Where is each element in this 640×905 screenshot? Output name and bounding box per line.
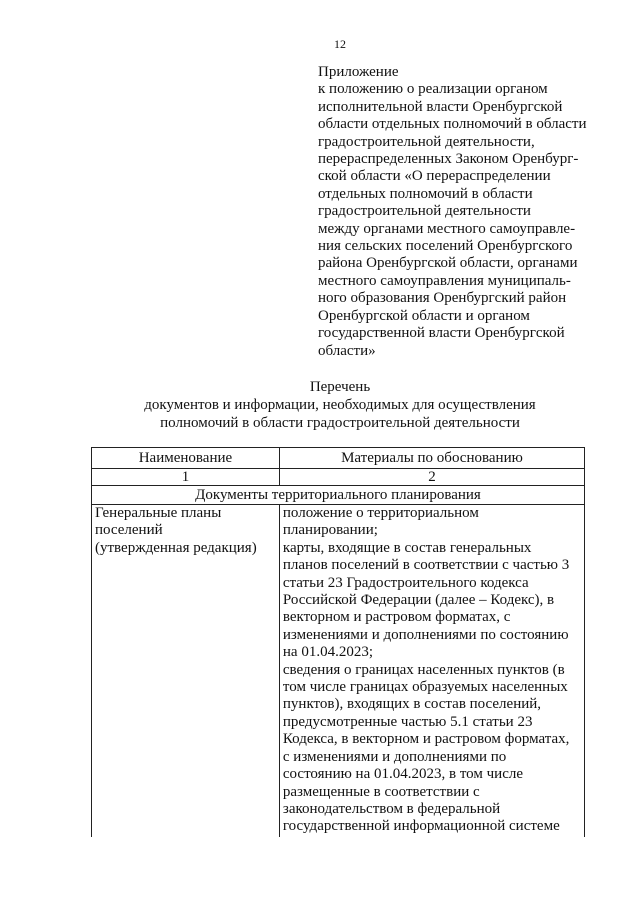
appendix-line: Приложение: [318, 64, 399, 80]
page-number: 12: [334, 37, 346, 51]
documents-table: [91, 447, 585, 837]
materials-line: том числе границах образуемых населенных: [282, 679, 568, 696]
materials-line: сведения о границах населенных пунктов (в: [282, 661, 565, 678]
materials-line: планов поселений в соответствии с частью 3: [282, 557, 570, 574]
materials-line: статьи 23 Градостроительного кодекса: [282, 574, 529, 591]
materials-line: размещенные в соответствии с: [282, 783, 480, 800]
appendix-line: исполнительной власти Оренбургской: [318, 98, 563, 115]
materials-line: предусмотренные частью 5.1 статьи 23: [282, 713, 533, 730]
materials-line: пунктов), входящих в состав поселений,: [282, 696, 542, 713]
materials-line: состоянию на 01.04.2023, в том числе: [282, 766, 524, 783]
appendix-line: перераспределенных Законом Оренбург-: [318, 151, 579, 168]
materials-line: на 01.04.2023;: [282, 644, 373, 661]
appendix-line: градостроительной деятельности,: [318, 133, 535, 150]
materials-line: Российской Федерации (далее – Кодекс), в: [282, 592, 555, 609]
appendix-line: отдельных полномочий в области: [318, 185, 533, 202]
section-title: Документы территориального планирования: [92, 486, 585, 505]
appendix-note: [318, 64, 608, 360]
appendix-line: ного образования Оренбургский район: [318, 290, 567, 307]
appendix-line: градостроительной деятельности: [318, 203, 531, 220]
name-line: поселений: [95, 522, 163, 539]
column-number: 1: [92, 469, 280, 486]
appendix-line: ской области «О перераспределении: [318, 168, 551, 185]
heading-subtitle-line: документов и информации, необходимых для осуществления: [144, 397, 536, 413]
appendix-line: между органами местного самоуправле-: [318, 220, 576, 237]
name-line: Генеральные планы: [95, 505, 222, 521]
section-row: [92, 486, 585, 505]
name-cell: [92, 505, 280, 837]
table-header-row: [92, 448, 585, 469]
table-row: [92, 505, 585, 837]
materials-line: планировании;: [282, 522, 378, 539]
name-line: (утвержденная редакция): [95, 539, 257, 556]
column-header-materials: Материалы по обоснованию: [279, 448, 584, 469]
appendix-line: местного самоуправления муниципаль-: [318, 272, 571, 289]
materials-line: положение о территориальном: [282, 505, 479, 521]
appendix-line: государственной власти Оренбургской: [318, 325, 565, 342]
appendix-line: ния сельских поселений Оренбургского: [318, 238, 573, 255]
materials-line: с изменениями и дополнениями по: [282, 748, 507, 765]
column-number-row: [92, 469, 585, 486]
column-number: 2: [279, 469, 584, 486]
heading-subtitle-line: полномочий в области градостроительной деятельности: [160, 415, 520, 431]
materials-line: векторном и растровом форматах, с: [282, 609, 511, 626]
column-header-name: Наименование: [92, 448, 280, 469]
materials-line: государственной информационной системе: [282, 818, 560, 835]
appendix-line: к положению о реализации органом: [318, 81, 548, 98]
appendix-line: района Оренбургской области, органами: [318, 255, 578, 272]
materials-cell: [279, 505, 584, 837]
materials-line: Кодекса, в векторном и растровом форматах,: [282, 731, 570, 748]
materials-line: карты, входящие в состав генеральных: [282, 539, 532, 556]
heading-title: Перечень: [309, 379, 371, 395]
appendix-line: области»: [318, 342, 376, 359]
appendix-line: Оренбургской области и органом: [318, 307, 530, 324]
list-heading: [0, 378, 640, 432]
materials-line: законодательством в федеральной: [282, 800, 501, 817]
appendix-line: области отдельных полномочий в области: [318, 116, 587, 133]
materials-line: изменениями и дополнениями по состоянию: [282, 626, 569, 643]
